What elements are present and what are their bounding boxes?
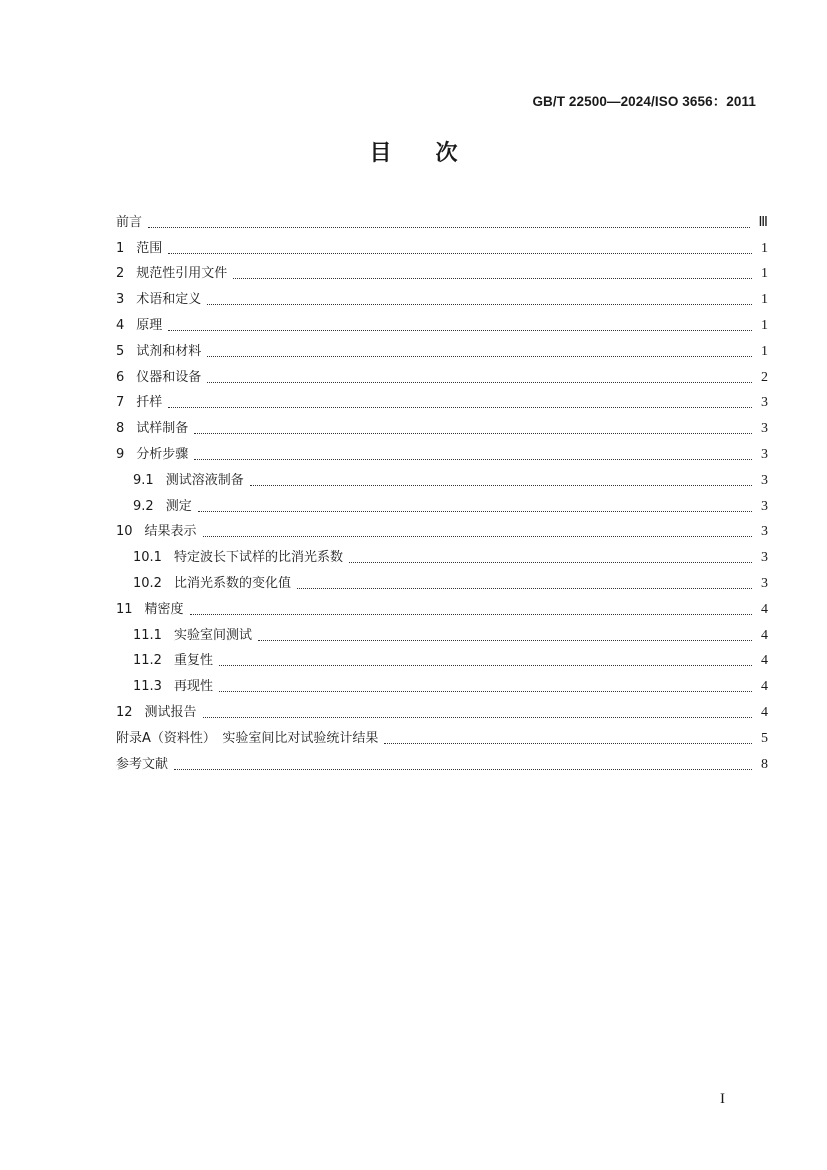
toc-entry-number: 11.3 bbox=[133, 679, 162, 695]
toc-entry-number: 10.2 bbox=[133, 575, 162, 591]
toc-entry[interactable] bbox=[116, 205, 768, 231]
toc-entry[interactable] bbox=[116, 257, 768, 283]
toc-entry-number: 4 bbox=[116, 317, 125, 333]
toc-entry[interactable] bbox=[116, 386, 768, 412]
toc-leader-dots bbox=[297, 588, 752, 589]
toc-entry[interactable] bbox=[116, 231, 768, 257]
toc-entry[interactable] bbox=[116, 747, 768, 773]
toc-entry[interactable] bbox=[116, 334, 768, 360]
toc-leader-dots bbox=[194, 433, 752, 434]
toc-entry-label: 分析步骤 bbox=[136, 446, 189, 462]
toc-entry[interactable] bbox=[116, 695, 768, 721]
toc-leader-dots bbox=[168, 407, 752, 408]
toc-entry-page: 4 bbox=[761, 679, 768, 695]
toc-entry-number: 9 bbox=[116, 446, 125, 462]
toc-entry-page: 3 bbox=[761, 446, 768, 462]
toc-entry-label: 试样制备 bbox=[136, 421, 189, 437]
toc-entry-label: 测试报告 bbox=[144, 704, 197, 720]
toc-entry-number: 8 bbox=[116, 421, 125, 437]
toc-entry-number: 6 bbox=[116, 369, 125, 385]
toc-entry[interactable] bbox=[116, 463, 768, 489]
toc-leader-dots bbox=[203, 536, 752, 537]
toc-leader-dots bbox=[190, 614, 752, 615]
toc-entry-page: 3 bbox=[761, 421, 768, 437]
toc-entry-page: 4 bbox=[761, 627, 768, 643]
page-folio: I bbox=[720, 1091, 725, 1107]
toc-entry-page: 3 bbox=[761, 472, 768, 488]
toc-leader-dots bbox=[207, 304, 752, 305]
toc-entry[interactable] bbox=[116, 411, 768, 437]
toc-entry[interactable] bbox=[116, 644, 768, 670]
toc-entry-page: 3 bbox=[761, 524, 768, 540]
toc-entry-page: 1 bbox=[761, 343, 768, 359]
toc-entry-label: 参考文献 bbox=[116, 756, 169, 772]
toc-entry-label: 重复性 bbox=[173, 653, 213, 669]
toc-leader-dots bbox=[203, 717, 752, 718]
toc-entry-page: 5 bbox=[761, 730, 768, 746]
toc-entry[interactable] bbox=[116, 540, 768, 566]
toc-entry[interactable] bbox=[116, 618, 768, 644]
toc-entry-page: 1 bbox=[761, 240, 768, 256]
toc-leader-dots bbox=[168, 253, 752, 254]
toc-title: 目次 bbox=[369, 141, 502, 166]
standard-number: GB/T 22500—2024/ISO 3656：2011 bbox=[532, 94, 756, 109]
toc-entry-page: 1 bbox=[761, 266, 768, 282]
toc-entry-label: 测定 bbox=[165, 498, 192, 514]
toc-entry-label: 规范性引用文件 bbox=[136, 266, 228, 282]
toc-entry-label: 特定波长下试样的比消光系数 bbox=[173, 550, 343, 566]
toc-entry-label: 附录A（资料性） 实验室间比对试验统计结果 bbox=[116, 730, 379, 746]
toc-leader-dots bbox=[349, 562, 752, 563]
toc-entry[interactable] bbox=[116, 566, 768, 592]
toc-entry-label: 扦样 bbox=[136, 395, 163, 411]
toc-leader-dots bbox=[207, 356, 752, 357]
toc-entry-label: 试剂和材料 bbox=[136, 343, 202, 359]
toc-entry-label: 精密度 bbox=[144, 601, 184, 617]
toc-entry[interactable] bbox=[116, 669, 768, 695]
toc-entry-page: 1 bbox=[761, 317, 768, 333]
toc-entry-label: 仪器和设备 bbox=[136, 369, 202, 385]
toc-entry-number: 7 bbox=[116, 395, 125, 411]
toc-entry-number: 1 bbox=[116, 240, 125, 256]
toc-entry[interactable] bbox=[116, 489, 768, 515]
toc-entry-page: 1 bbox=[761, 292, 768, 308]
toc-entry-label: 前言 bbox=[116, 214, 143, 230]
toc-entry-number: 11.2 bbox=[133, 653, 162, 669]
toc-entry-label: 比消光系数的变化值 bbox=[173, 575, 291, 591]
toc-entry-page: 3 bbox=[761, 550, 768, 566]
toc-entry-label: 原理 bbox=[136, 317, 163, 333]
toc-entry-page: 4 bbox=[761, 653, 768, 669]
toc-leader-dots bbox=[219, 665, 752, 666]
toc-leader-dots bbox=[148, 227, 750, 228]
toc-leader-dots bbox=[207, 382, 752, 383]
toc-entry-page: 4 bbox=[761, 704, 768, 720]
toc-leader-dots bbox=[174, 769, 752, 770]
toc-entry-number: 11.1 bbox=[133, 627, 162, 643]
toc-leader-dots bbox=[219, 691, 752, 692]
toc-entry-number: 2 bbox=[116, 266, 125, 282]
toc-entry-number: 5 bbox=[116, 343, 125, 359]
toc-entry-label: 结果表示 bbox=[144, 524, 197, 540]
toc-entry-page: 8 bbox=[761, 756, 768, 772]
toc-leader-dots bbox=[168, 330, 752, 331]
toc-leader-dots bbox=[198, 511, 752, 512]
toc-entry-label: 实验室间测试 bbox=[173, 627, 252, 643]
toc-entry[interactable] bbox=[116, 308, 768, 334]
toc-entry[interactable] bbox=[116, 437, 768, 463]
toc-leader-dots bbox=[194, 459, 752, 460]
toc-entry[interactable] bbox=[116, 515, 768, 541]
toc-entry-page: 4 bbox=[761, 601, 768, 617]
toc-leader-dots bbox=[258, 640, 752, 641]
toc-entry-number: 10.1 bbox=[133, 550, 162, 566]
toc-entry-label: 再现性 bbox=[173, 679, 213, 695]
toc-entry-number: 12 bbox=[116, 704, 133, 720]
toc-entry[interactable] bbox=[116, 592, 768, 618]
toc-entry-page: 2 bbox=[761, 369, 768, 385]
toc-entry-number: 10 bbox=[116, 524, 133, 540]
toc-entry-page: 3 bbox=[761, 498, 768, 514]
toc-leader-dots bbox=[250, 485, 752, 486]
toc-entry-page: 3 bbox=[761, 575, 768, 591]
toc-entry[interactable] bbox=[116, 360, 768, 386]
toc-entry[interactable] bbox=[116, 282, 768, 308]
toc-entry-number: 3 bbox=[116, 292, 125, 308]
toc-entry-page: 3 bbox=[761, 395, 768, 411]
toc-entry-number: 9.1 bbox=[133, 472, 154, 488]
toc-leader-dots bbox=[384, 743, 752, 744]
toc-entry-label: 术语和定义 bbox=[136, 292, 202, 308]
toc-entry-label: 测试溶液制备 bbox=[165, 472, 244, 488]
table-of-contents bbox=[116, 205, 768, 773]
toc-entry[interactable] bbox=[116, 721, 768, 747]
toc-entry-number: 11 bbox=[116, 601, 133, 617]
toc-entry-label: 范围 bbox=[136, 240, 163, 256]
toc-leader-dots bbox=[233, 278, 752, 279]
toc-entry-number: 9.2 bbox=[133, 498, 154, 514]
toc-entry-page: Ⅲ bbox=[758, 214, 768, 230]
